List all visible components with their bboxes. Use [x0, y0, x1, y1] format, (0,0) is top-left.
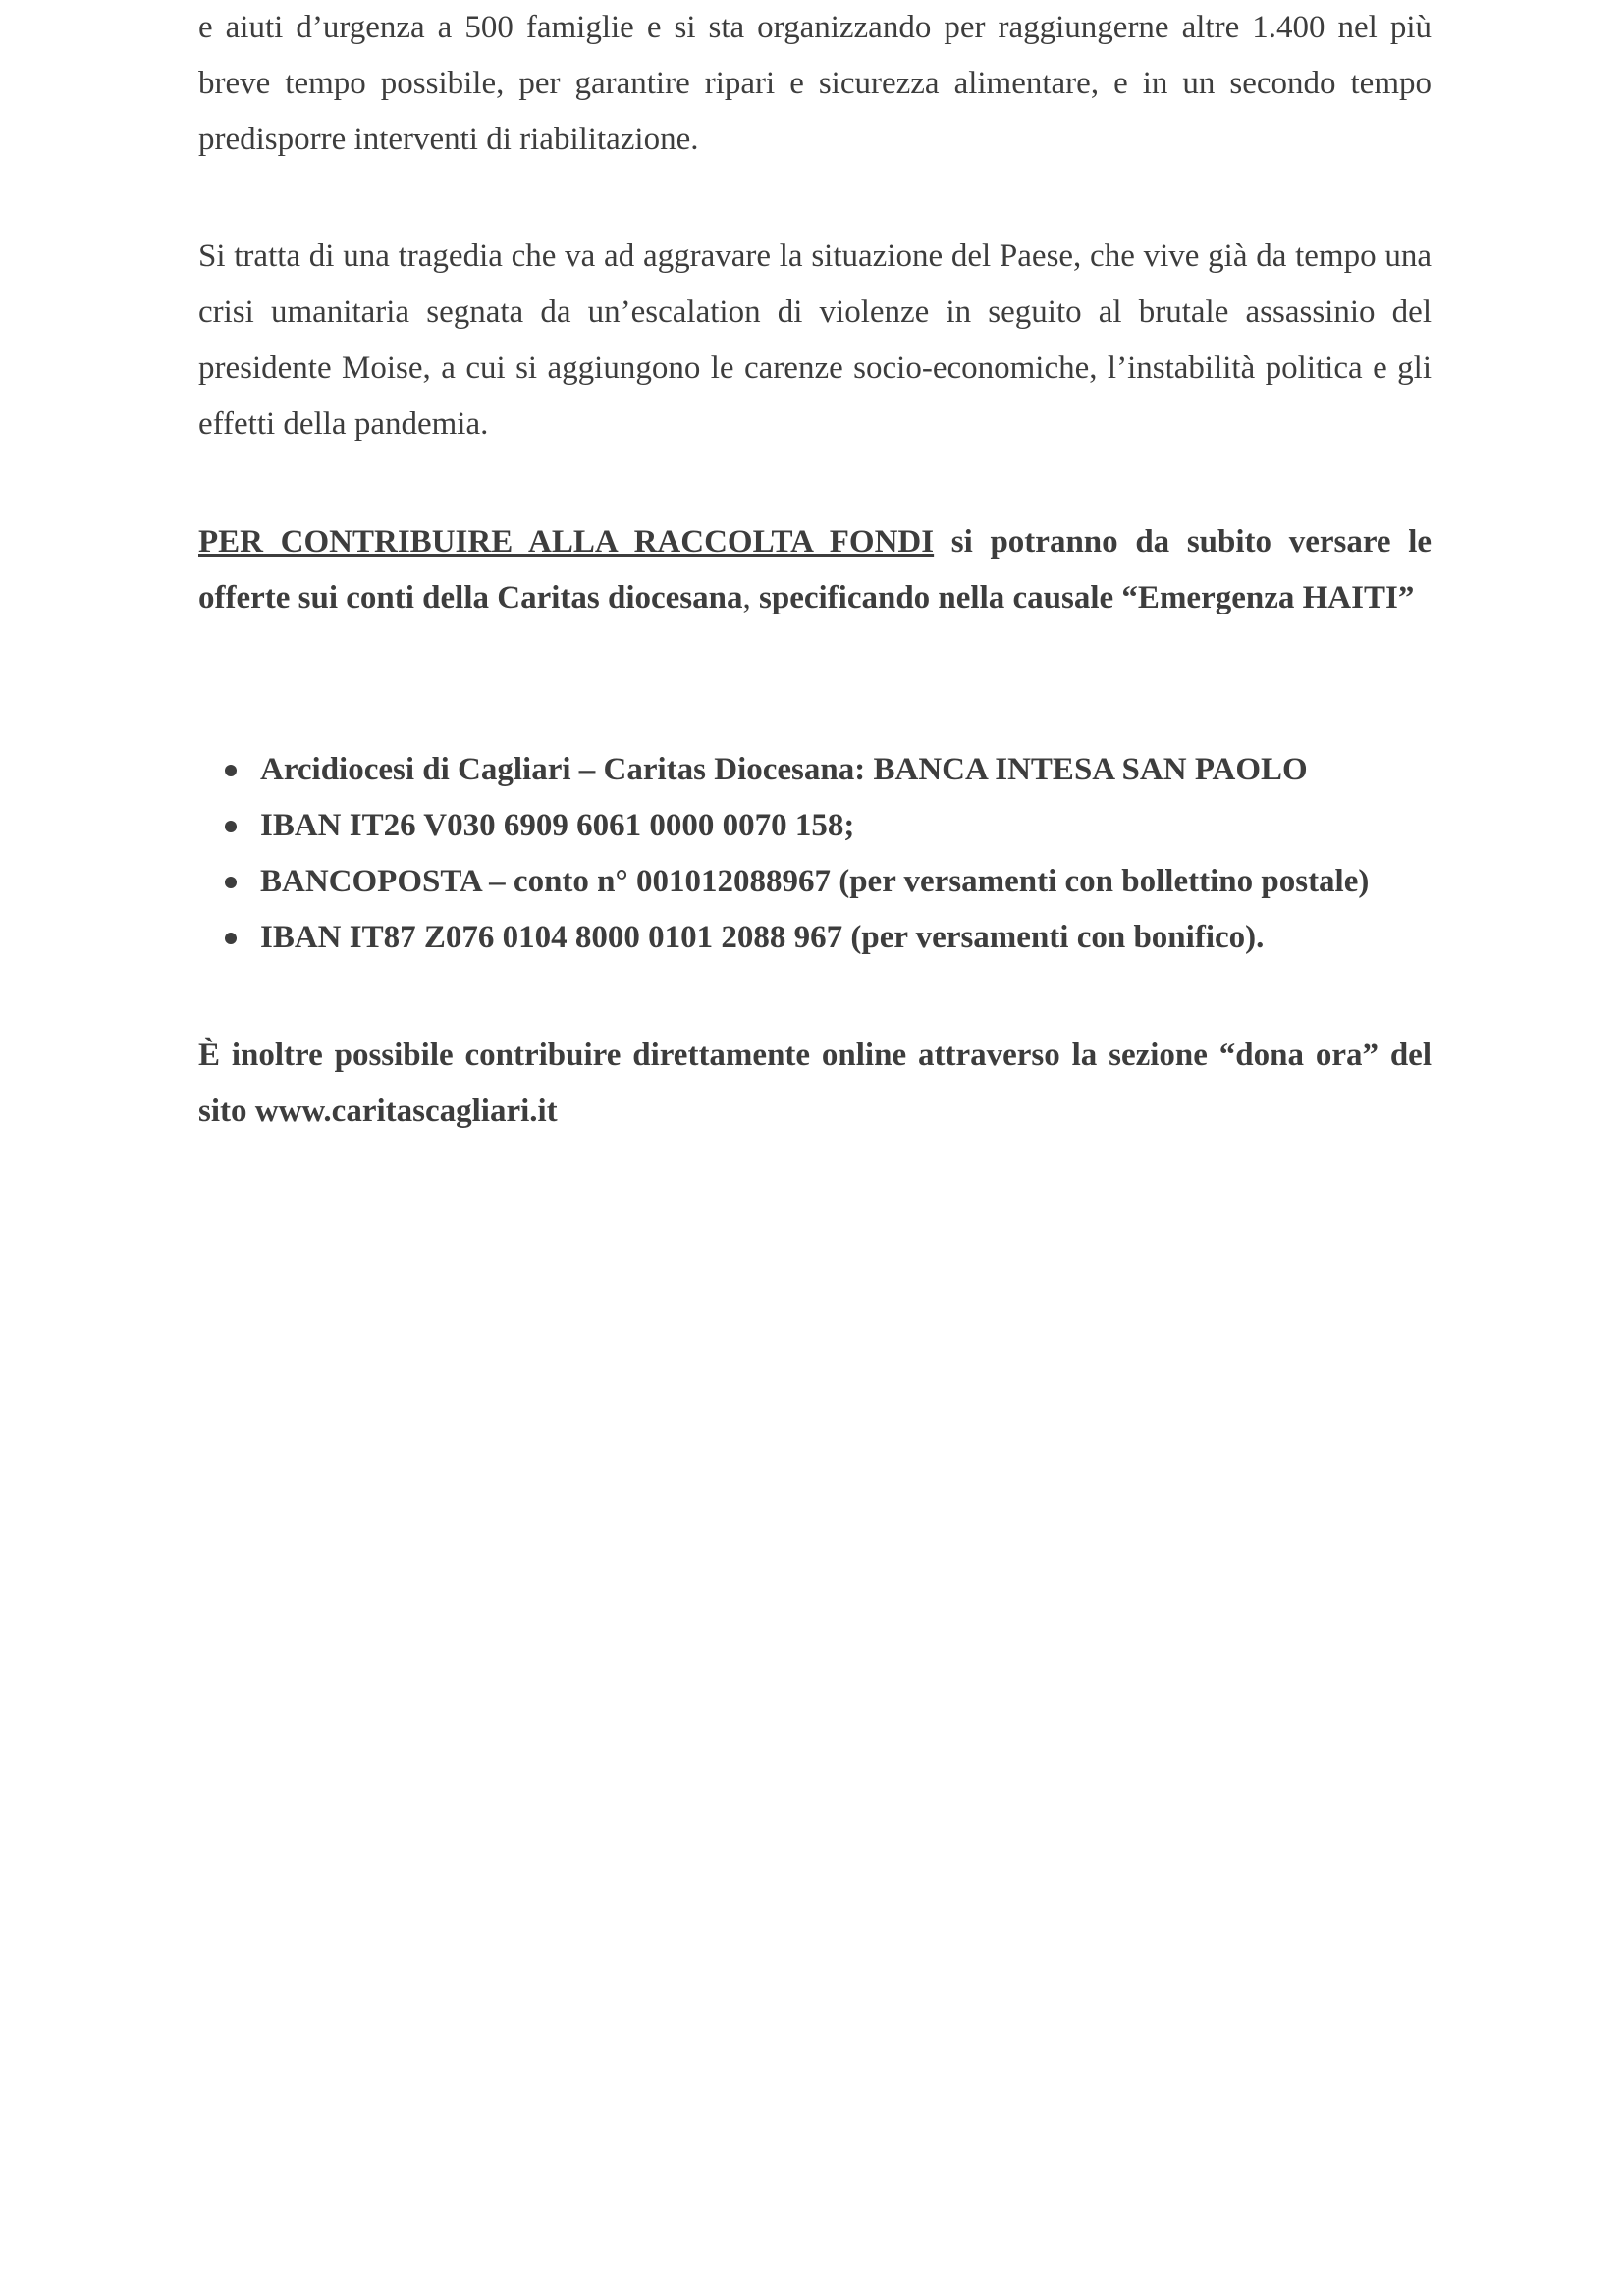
bullet-icon	[225, 765, 237, 776]
account-iban-bank: IBAN IT26 V030 6909 6061 0000 0070 158;	[260, 808, 855, 843]
bullet-icon	[225, 933, 237, 944]
bank-accounts-list	[198, 742, 1432, 966]
fundraising-text: si potranno da subito versare le offerte sui conti della Caritas diocesana	[198, 524, 1433, 615]
bullet-icon	[225, 821, 237, 832]
paragraph-crisis: Si tratta di una tragedia che va ad aggravare la situazione del Paese, che vive già da tempo una crisi umanitaria segnata da un’escalation di violenze in seguito al brutale assassinio del presidente Moise, a cui si aggiungono le carenze socio-economiche, l’instabilità politica e gli effetti della pandemia.	[198, 239, 1432, 442]
list-item	[198, 910, 1432, 966]
bullet-icon	[225, 877, 237, 888]
fundraising-causal: specificando nella causale “Emergenza HAITI”	[750, 580, 1415, 615]
account-iban-postal: IBAN IT87 Z076 0104 8000 0101 2088 967 (per versamenti con bonifico).	[260, 920, 1265, 955]
paragraph-aid-families: e aiuti d’urgenza a 500 famiglie e si sta organizzando per raggiungerne altre 1.400 nel più breve tempo possibile, per garantire ripari e sicurezza alimentare, e in un secondo tempo predisporre interventi di riabilitazione.	[198, 10, 1432, 157]
list-item	[198, 742, 1432, 798]
list-item	[198, 854, 1432, 910]
account-bancoposta: BANCOPOSTA – conto n° 001012088967 (per versamenti con bollettino postale)	[260, 864, 1370, 899]
fundraising-heading: PER CONTRIBUIRE ALLA RACCOLTA FONDI	[198, 524, 935, 560]
paragraph-fundraising	[198, 514, 1432, 626]
account-bank-name: Arcidiocesi di Cagliari – Caritas Diocesana: BANCA INTESA SAN PAOLO	[260, 752, 1308, 787]
list-item	[198, 798, 1432, 854]
paragraph-online-donation: È inoltre possibile contribuire direttamente online attraverso la sezione “dona ora” del sito www.caritascagliari.it	[198, 1038, 1432, 1129]
fundraising-comma: ,	[742, 580, 751, 615]
